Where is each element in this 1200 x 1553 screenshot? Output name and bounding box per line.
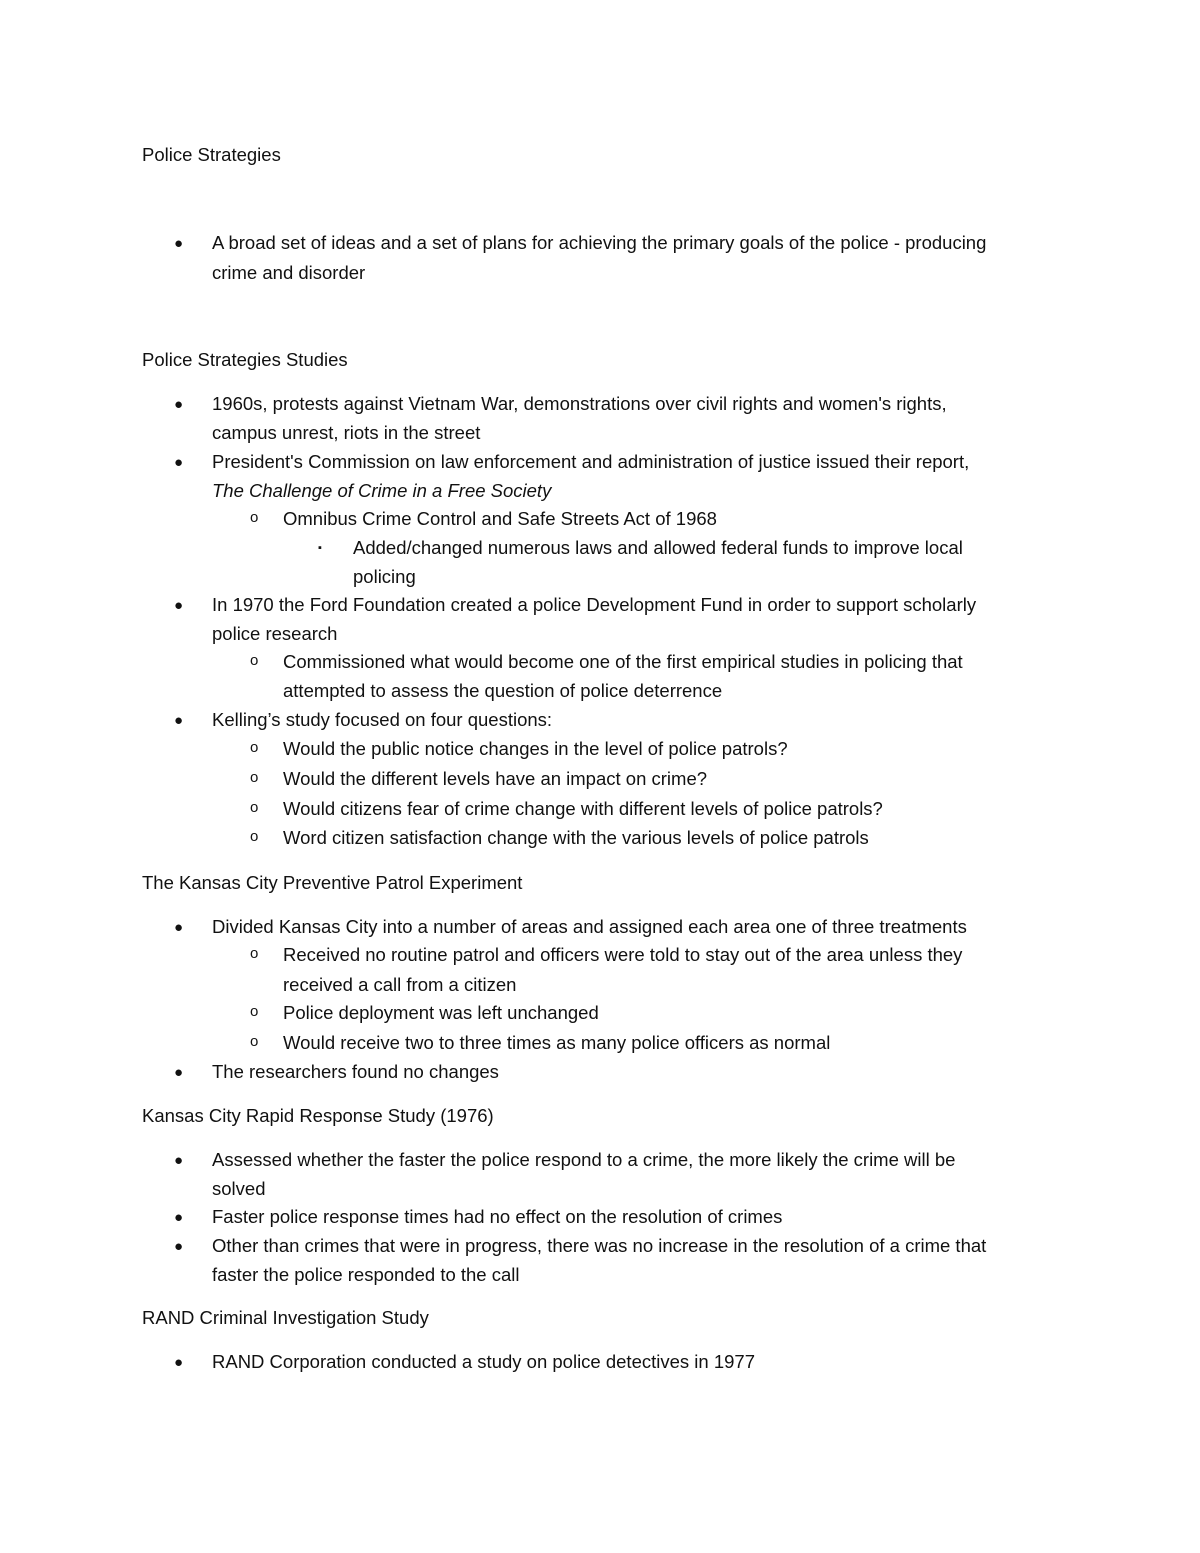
list-item-text: 1960s, protests against Vietnam War, demonstrations over civil rights and women's rights,: [212, 393, 947, 414]
section-heading-kansas-city-preventive-patrol: The Kansas City Preventive Patrol Experiment: [142, 872, 523, 893]
sub-bullet-icon: o: [250, 799, 259, 816]
list-item-text-continued: campus unrest, riots in the street: [212, 422, 481, 443]
bullet-icon: ●: [174, 235, 184, 252]
list-item-text: Divided Kansas City into a number of areas and assigned each area one of three treatments: [212, 916, 967, 937]
section-heading-kansas-city-rapid-response: Kansas City Rapid Response Study (1976): [142, 1105, 494, 1126]
sub-bullet-icon: o: [250, 945, 259, 962]
sub-bullet-icon: o: [250, 652, 259, 669]
list-item-text: The researchers found no changes: [212, 1061, 499, 1082]
sub-list-item-text-continued: attempted to assess the question of police deterrence: [283, 680, 723, 701]
sub-bullet-icon: o: [250, 769, 259, 786]
list-item-text-continued: solved: [212, 1178, 266, 1199]
sub-list-item-text: Omnibus Crime Control and Safe Streets Act of 1968: [283, 508, 717, 529]
bullet-icon: ●: [174, 454, 184, 471]
sub-list-item-text-continued: received a call from a citizen: [283, 974, 517, 995]
bullet-icon: ●: [174, 919, 184, 936]
bullet-icon: ●: [174, 1238, 184, 1255]
bullet-icon: ●: [174, 1152, 184, 1169]
sub-list-item-text: Word citizen satisfaction change with the various levels of police patrols: [283, 827, 869, 848]
bullet-icon: ●: [174, 396, 184, 413]
list-item-text: Kelling’s study focused on four questions:: [212, 709, 553, 730]
list-item-text: Other than crimes that were in progress, there was no increase in the resolution of a crime that: [212, 1235, 987, 1256]
list-item-text-continued: police research: [212, 623, 338, 644]
sub-list-item-text: Would the different levels have an impact on crime?: [283, 768, 708, 789]
sub-bullet-icon: o: [250, 1003, 259, 1020]
list-item-text-continued: faster the police responded to the call: [212, 1264, 520, 1285]
list-item-text: President's Commission on law enforcement and administration of justice issued their report,: [212, 451, 970, 472]
square-bullet-icon: ▪: [318, 542, 322, 554]
list-item-text: RAND Corporation conducted a study on police detectives in 1977: [212, 1351, 755, 1372]
bullet-icon: ●: [174, 1354, 184, 1371]
sub-sub-list-item-text-continued: policing: [353, 566, 416, 587]
sub-list-item-text: Police deployment was left unchanged: [283, 1002, 599, 1023]
sub-list-item-text: Would citizens fear of crime change with different levels of police patrols?: [283, 798, 883, 819]
section-heading-rand-criminal-investigation: RAND Criminal Investigation Study: [142, 1307, 429, 1328]
section-heading-police-strategies-studies: Police Strategies Studies: [142, 349, 348, 370]
bullet-icon: ●: [174, 1064, 184, 1081]
section-heading-police-strategies: Police Strategies: [142, 144, 281, 165]
bullet-icon: ●: [174, 1209, 184, 1226]
list-item-text: In 1970 the Ford Foundation created a police Development Fund in order to support scholarly: [212, 594, 977, 615]
sub-list-item-text: Would the public notice changes in the level of police patrols?: [283, 738, 788, 759]
bullet-icon: ●: [174, 712, 184, 729]
sub-sub-list-item-text: Added/changed numerous laws and allowed federal funds to improve local: [353, 537, 963, 558]
list-item-text: Assessed whether the faster the police respond to a crime, the more likely the crime will be: [212, 1149, 956, 1170]
sub-list-item-text: Commissioned what would become one of the first empirical studies in policing that: [283, 651, 963, 672]
list-item-text: A broad set of ideas and a set of plans for achieving the primary goals of the police - producing: [212, 232, 987, 253]
sub-list-item-text: Received no routine patrol and officers were told to stay out of the area unless they: [283, 944, 963, 965]
list-item-text: Faster police response times had no effect on the resolution of crimes: [212, 1206, 783, 1227]
bullet-icon: ●: [174, 597, 184, 614]
sub-list-item-text: Would receive two to three times as many police officers as normal: [283, 1032, 831, 1053]
sub-bullet-icon: o: [250, 509, 259, 526]
sub-bullet-icon: o: [250, 828, 259, 845]
report-title: The Challenge of Crime in a Free Society: [212, 480, 552, 501]
sub-bullet-icon: o: [250, 1033, 259, 1050]
sub-bullet-icon: o: [250, 739, 259, 756]
list-item-text-continued: crime and disorder: [212, 262, 366, 283]
